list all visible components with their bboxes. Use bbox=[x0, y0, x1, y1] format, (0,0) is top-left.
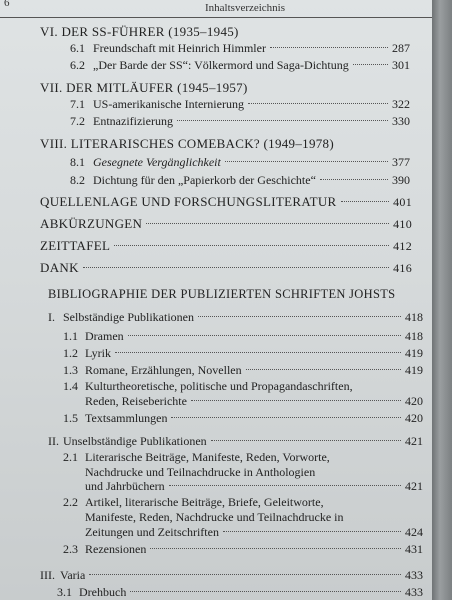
page-header bbox=[0, 0, 432, 18]
bibliography-item-line: 2.2 Artikel, literarische Beiträge, Briefe, Geleitworte, bbox=[63, 495, 324, 509]
toc-section: 8.1 Gesegnete Vergänglichkeit 377 bbox=[70, 155, 410, 169]
toc-main-entry: QUELLENLAGE UND FORSCHUNGSLITERATUR 401 bbox=[40, 194, 412, 209]
page-number: 6 bbox=[4, 0, 10, 9]
bibliography-item: Reden, Reiseberichte 420 bbox=[85, 394, 423, 408]
bibliography-item: 1.5 Textsammlungen 420 bbox=[63, 411, 423, 425]
toc-section: 8.2 Dichtung für den „Papierkorb der Geschichte“ 390 bbox=[70, 173, 410, 187]
bibliography-item: und Jahrbüchern 421 bbox=[85, 479, 423, 493]
bibliography-item-line: 2.1 Literarische Beiträge, Manifeste, Reden, Vorworte, bbox=[63, 450, 330, 464]
running-head: Inhaltsverzeichnis bbox=[205, 2, 286, 14]
bibliography-item-line: Nachdrucke und Teilnachdrucke in Anthologien bbox=[85, 465, 316, 479]
toc-main-entry: ZEITTAFEL 412 bbox=[40, 238, 412, 253]
page-edge-shadow bbox=[432, 0, 452, 600]
bibliography-item: 1.1 Dramen 418 bbox=[63, 329, 423, 343]
bibliography-item-line: Manifeste, Reden, Nachdrucke und Teilnachdrucke in bbox=[85, 510, 344, 524]
bibliography-item-line: 1.4 Kulturtheoretische, politische und Propagandaschriften, bbox=[63, 379, 353, 393]
bibliography-part: III. Varia 433 bbox=[40, 568, 423, 582]
bibliography-item: 1.2 Lyrik 419 bbox=[63, 346, 423, 360]
chapter-heading: VII. DER MITLÄUFER (1945–1957) bbox=[40, 80, 248, 95]
chapter-heading: VIII. LITERARISCHES COMEBACK? (1949–1978) bbox=[40, 136, 334, 151]
toc-main-entry: ABKÜRZUNGEN 410 bbox=[40, 216, 412, 231]
bibliography-item: Zeitungen und Zeitschriften 424 bbox=[85, 525, 423, 539]
toc-section: 6.1 Freundschaft mit Heinrich Himmler 287 bbox=[70, 41, 410, 55]
bibliography-part: II. Unselbständige Publikationen 421 bbox=[48, 434, 423, 448]
toc-section: 7.1 US-amerikanische Internierung 322 bbox=[70, 97, 410, 111]
toc-section: 6.2 „Der Barde der SS“: Völkermord und Saga-Dichtung 301 bbox=[70, 58, 410, 72]
toc-main-entry: DANK 416 bbox=[40, 260, 412, 275]
bibliography-item: 3.1 Drehbuch 433 bbox=[57, 585, 423, 599]
chapter-heading: VI. DER SS-FÜHRER (1935–1945) bbox=[40, 24, 239, 39]
toc-section: 7.2 Entnazifizierung 330 bbox=[70, 114, 410, 128]
bibliography-item: 1.3 Romane, Erzählungen, Novellen 419 bbox=[63, 363, 423, 377]
bibliography-item: 2.3 Rezensionen 431 bbox=[63, 542, 423, 556]
bibliography-part: I. Selbständige Publikationen 418 bbox=[48, 310, 423, 324]
bibliography-heading: BIBLIOGRAPHIE DER PUBLIZIERTEN SCHRIFTEN JOHSTS bbox=[48, 287, 396, 301]
